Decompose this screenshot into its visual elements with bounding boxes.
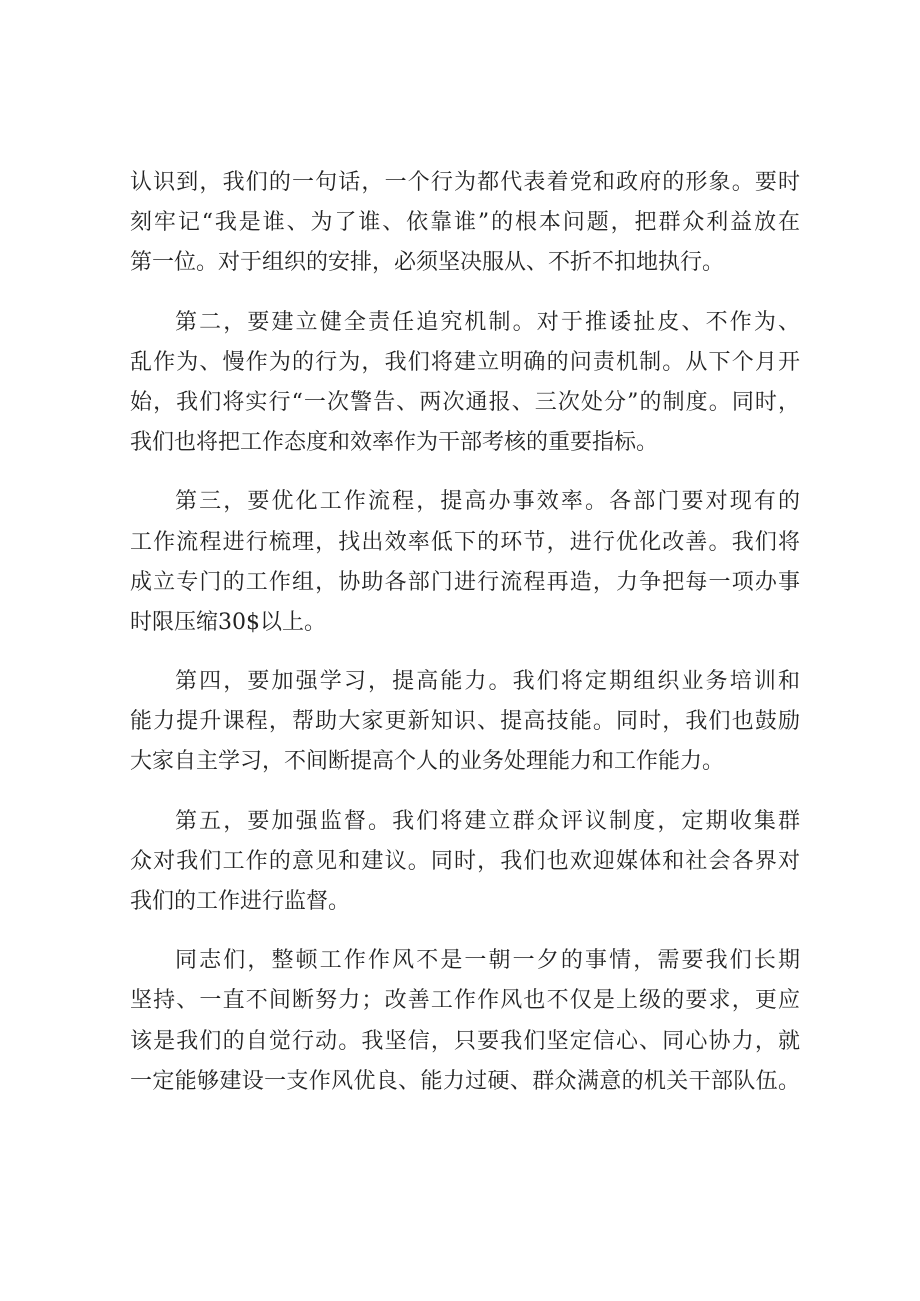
text-line: 刻牢记“我是谁、为了谁、依靠谁”的根本问题，把群众利益放在 <box>130 210 800 236</box>
text-line: 该是我们的自觉行动。我坚信，只要我们坚定信心、同心协力，就 <box>130 1028 800 1054</box>
text-line: 我们的工作进行监督。 <box>130 889 351 914</box>
paragraph-conclusion <box>130 941 800 1102</box>
text-line: 坚持、一直不间断努力；改善工作作风也不仅是上级的要求，更应 <box>130 988 800 1014</box>
text-line: 能力提升课程，帮助大家更新知识、提高技能。同时，我们也鼓励 <box>130 709 800 735</box>
paragraph-supervision <box>130 802 800 923</box>
text-line: 第五，要加强监督。我们将建立群众评议制度，定期收集群 <box>175 808 800 834</box>
text-line: 第三，要优化工作流程，提高办事效率。各部门要对现有的 <box>175 489 800 515</box>
text-line: 第二，要建立健全责任追究机制。对于推诿扯皮、不作为、 <box>175 309 800 335</box>
text-line: 第一位。对于组织的安排，必须坚决服从、不折不扣地执行。 <box>130 250 725 276</box>
text-line: 工作流程进行梳理，找出效率低下的环节，进行优化改善。我们将 <box>130 529 800 555</box>
paragraph-accountability <box>130 303 800 464</box>
text-line: 认识到，我们的一句话，一个行为都代表着党和政府的形象。要时 <box>130 170 800 195</box>
text-line: 同志们，整顿工作作风不是一朝一夕的事情，需要我们长期 <box>175 948 800 974</box>
text-line: 第四，要加强学习，提高能力。我们将定期组织业务培训和 <box>175 669 800 695</box>
text-line: 时限压缩30$以上。 <box>130 609 326 635</box>
paragraph-continuation <box>130 163 800 284</box>
text-line: 大家自主学习，不间断提高个人的业务处理能力和工作能力。 <box>130 749 725 775</box>
text-line: 一定能够建设一支作风优良、能力过硬、群众满意的机关干部队伍。 <box>130 1068 800 1094</box>
document-body <box>130 163 800 1102</box>
text-line: 成立专门的工作组，协助各部门进行流程再造，力争把每一项办事 <box>130 569 800 595</box>
text-line: 始，我们将实行“一次警告、两次通报、三次处分”的制度。同时， <box>130 389 800 415</box>
paragraph-workflow <box>130 482 800 643</box>
text-line: 众对我们工作的意见和建议。同时，我们也欢迎媒体和社会各界对 <box>130 848 800 874</box>
text-line: 我们也将把工作态度和效率作为干部考核的重要指标。 <box>130 430 659 456</box>
text-line: 乱作为、慢作为的行为，我们将建立明确的问责机制。从下个月开 <box>130 349 800 375</box>
paragraph-learning <box>130 662 800 783</box>
